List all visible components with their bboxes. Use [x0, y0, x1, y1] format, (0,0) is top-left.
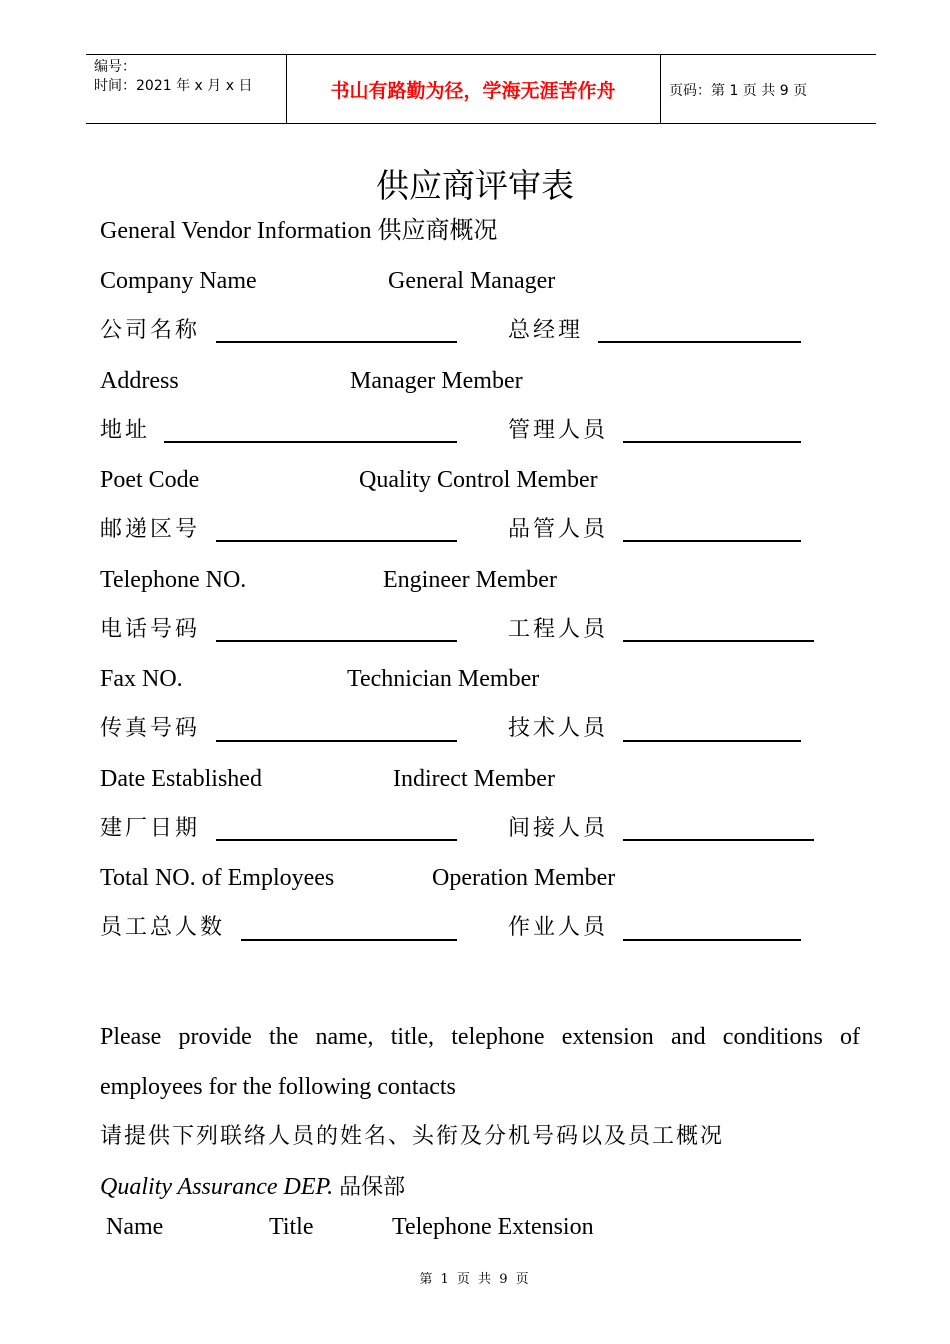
fax-label-cn: 传真号码 — [100, 716, 201, 741]
operation-label-cn: 作业人员 — [508, 915, 609, 940]
operation-field[interactable] — [623, 939, 801, 941]
instructions-cn: 请提供下列联络人员的姓名、头衔及分机号码以及员工概况 — [100, 1124, 725, 1149]
telephone-label-en: Telephone NO. — [100, 567, 247, 593]
manager-member-field[interactable] — [623, 441, 801, 443]
manager-member-label-cn: 管理人员 — [508, 418, 609, 443]
address-label-en: Address — [100, 368, 179, 394]
fax-label-en: Fax NO. — [100, 666, 183, 692]
date-established-label-en: Date Established — [100, 766, 262, 792]
section-title: General Vendor Information 供应商概况 — [100, 218, 498, 244]
engineer-field[interactable] — [623, 640, 814, 642]
telephone-label-cn: 电话号码 — [100, 617, 201, 642]
address-label-cn: 地址 — [100, 418, 151, 443]
date-established-label-cn: 建厂日期 — [100, 816, 201, 841]
technician-label-en: Technician Member — [347, 666, 540, 692]
column-header-title: Title — [269, 1214, 314, 1240]
technician-label-cn: 技术人员 — [508, 716, 609, 741]
general-manager-label-en: General Manager — [388, 268, 556, 294]
company-name-label-cn: 公司名称 — [100, 318, 201, 343]
total-employees-label-cn: 员工总人数 — [100, 915, 226, 940]
header-meta — [94, 58, 252, 96]
indirect-label-en: Indirect Member — [393, 766, 555, 792]
quality-control-field[interactable] — [623, 540, 801, 542]
poet-code-label-en: Poet Code — [100, 467, 200, 493]
column-header-name: Name — [106, 1214, 164, 1240]
instructions-block — [100, 1012, 860, 1213]
column-header-telephone-extension: Telephone Extension — [392, 1214, 594, 1240]
company-name-field[interactable] — [216, 341, 457, 343]
header-page-label: 页码：第 1 页 共 9 页 — [669, 83, 808, 99]
operation-label-en: Operation Member — [432, 865, 616, 891]
company-name-label-en: Company Name — [100, 268, 257, 294]
qa-department-en: Quality Assurance DEP. — [100, 1174, 334, 1200]
indirect-field[interactable] — [623, 839, 814, 841]
page-header — [86, 54, 876, 124]
general-manager-label-cn: 总经理 — [508, 318, 584, 343]
total-employees-label-en: Total NO. of Employees — [100, 865, 335, 891]
engineer-label-cn: 工程人员 — [508, 617, 609, 642]
serial-label: 编号： — [94, 59, 136, 75]
page-footer: 第 1 页 共 9 页 — [419, 1272, 531, 1287]
header-divider — [660, 55, 661, 123]
manager-member-label-en: Manager Member — [350, 368, 523, 394]
qa-department-line — [100, 1162, 860, 1213]
poet-code-field[interactable] — [216, 540, 457, 542]
header-motto: 书山有路勤为径，学海无涯苦作舟 — [330, 80, 616, 102]
date-label: 时间：2021 年 x 月 x 日 — [94, 78, 253, 94]
engineer-label-en: Engineer Member — [383, 567, 557, 593]
general-manager-field[interactable] — [598, 341, 801, 343]
address-field[interactable] — [164, 441, 457, 443]
quality-control-label-cn: 品管人员 — [508, 517, 609, 542]
fax-field[interactable] — [216, 740, 457, 742]
quality-control-label-en: Quality Control Member — [359, 467, 598, 493]
date-established-field[interactable] — [216, 839, 457, 841]
qa-department-cn: 品保部 — [339, 1175, 406, 1200]
indirect-label-cn: 间接人员 — [508, 816, 609, 841]
instructions-en: Please provide the name, title, telephone extension and conditions of employees for the following contacts — [100, 1024, 860, 1100]
document-title: 供应商评审表 — [376, 166, 574, 205]
technician-field[interactable] — [623, 740, 801, 742]
telephone-field[interactable] — [216, 640, 457, 642]
total-employees-field[interactable] — [241, 939, 457, 941]
poet-code-label-cn: 邮递区号 — [100, 517, 201, 542]
